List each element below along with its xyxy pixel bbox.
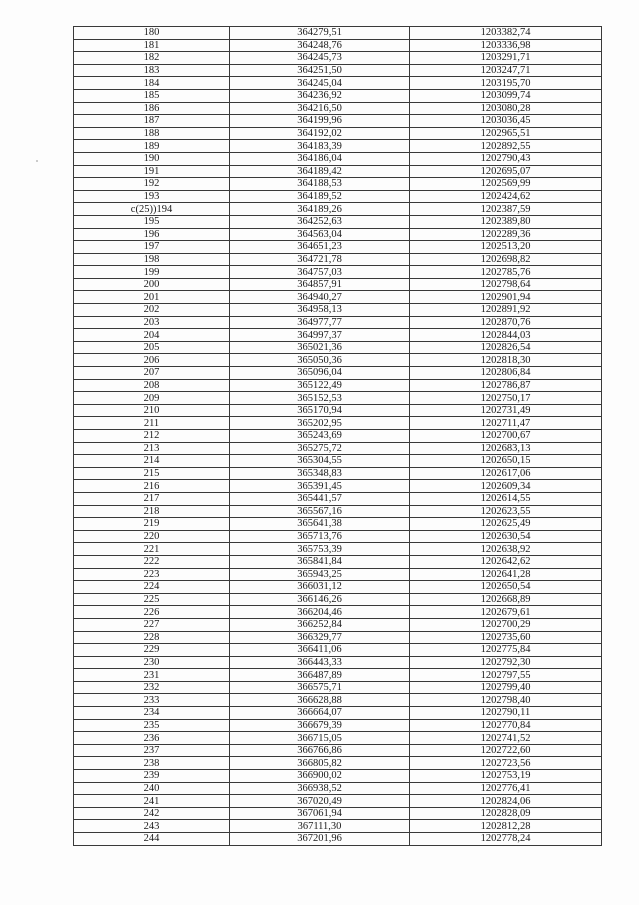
x-coordinate-cell: 364245,04 (230, 77, 410, 90)
table-row (74, 152, 602, 165)
x-coordinate-cell: 367201,96 (230, 833, 410, 846)
y-coordinate-cell: 1202965,51 (410, 127, 602, 140)
y-coordinate-cell: 1203195,70 (410, 77, 602, 90)
table-row (74, 467, 602, 480)
table-row (74, 770, 602, 783)
y-coordinate-cell: 1202609,34 (410, 480, 602, 493)
table-row (74, 606, 602, 619)
x-coordinate-cell: 365441,57 (230, 492, 410, 505)
point-number-cell: 226 (74, 606, 230, 619)
x-coordinate-cell: 366443,33 (230, 656, 410, 669)
point-number-cell: 244 (74, 833, 230, 846)
y-coordinate-cell: 1202798,64 (410, 278, 602, 291)
table-row (74, 367, 602, 380)
point-number-cell: 180 (74, 27, 230, 40)
point-number-cell: 183 (74, 64, 230, 77)
point-number-cell: 228 (74, 631, 230, 644)
table-row (74, 392, 602, 405)
table-row (74, 707, 602, 720)
y-coordinate-cell: 1202785,76 (410, 266, 602, 279)
table-row (74, 127, 602, 140)
y-coordinate-cell: 1202891,92 (410, 304, 602, 317)
y-coordinate-cell: 1202679,61 (410, 606, 602, 619)
x-coordinate-cell: 366715,05 (230, 732, 410, 745)
point-number-cell: 202 (74, 304, 230, 317)
y-coordinate-cell: 1202698,82 (410, 253, 602, 266)
table-row (74, 820, 602, 833)
x-coordinate-cell: 365713,76 (230, 530, 410, 543)
x-coordinate-cell: 364252,63 (230, 215, 410, 228)
coordinates-table-body (74, 27, 602, 846)
point-number-cell: 188 (74, 127, 230, 140)
table-row (74, 681, 602, 694)
point-number-cell: 218 (74, 505, 230, 518)
point-number-cell: 189 (74, 140, 230, 153)
y-coordinate-cell: 1202638,92 (410, 543, 602, 556)
y-coordinate-cell: 1203247,71 (410, 64, 602, 77)
x-coordinate-cell: 364940,27 (230, 291, 410, 304)
y-coordinate-cell: 1203036,45 (410, 115, 602, 128)
point-number-cell: 240 (74, 782, 230, 795)
table-row (74, 291, 602, 304)
point-number-cell: 233 (74, 694, 230, 707)
point-number-cell: 223 (74, 568, 230, 581)
point-number-cell: 214 (74, 455, 230, 468)
table-row (74, 732, 602, 745)
y-coordinate-cell: 1202741,52 (410, 732, 602, 745)
y-coordinate-cell: 1202799,40 (410, 681, 602, 694)
table-row (74, 215, 602, 228)
point-number-cell: 199 (74, 266, 230, 279)
point-number-cell: 181 (74, 39, 230, 52)
table-row (74, 178, 602, 191)
scan-speck (36, 160, 38, 162)
x-coordinate-cell: 365348,83 (230, 467, 410, 480)
point-number-cell: 193 (74, 190, 230, 203)
y-coordinate-cell: 1202650,15 (410, 455, 602, 468)
y-coordinate-cell: 1202792,30 (410, 656, 602, 669)
point-number-cell: 211 (74, 417, 230, 430)
table-row (74, 744, 602, 757)
x-coordinate-cell: 365641,38 (230, 518, 410, 531)
x-coordinate-cell: 365943,25 (230, 568, 410, 581)
table-row (74, 644, 602, 657)
x-coordinate-cell: 364189,26 (230, 203, 410, 216)
table-row (74, 304, 602, 317)
x-coordinate-cell: 365170,94 (230, 404, 410, 417)
point-number-cell: 238 (74, 757, 230, 770)
y-coordinate-cell: 1202770,84 (410, 719, 602, 732)
y-coordinate-cell: 1202641,28 (410, 568, 602, 581)
y-coordinate-cell: 1202798,40 (410, 694, 602, 707)
x-coordinate-cell: 365202,95 (230, 417, 410, 430)
table-row (74, 241, 602, 254)
table-row (74, 203, 602, 216)
point-number-cell: 196 (74, 228, 230, 241)
y-coordinate-cell: 1202775,84 (410, 644, 602, 657)
x-coordinate-cell: 365122,49 (230, 379, 410, 392)
x-coordinate-cell: 365304,55 (230, 455, 410, 468)
point-number-cell: 198 (74, 253, 230, 266)
y-coordinate-cell: 1202683,13 (410, 442, 602, 455)
x-coordinate-cell: 365275,72 (230, 442, 410, 455)
x-coordinate-cell: 366487,89 (230, 669, 410, 682)
table-row (74, 329, 602, 342)
point-number-cell: 224 (74, 581, 230, 594)
x-coordinate-cell: 364651,23 (230, 241, 410, 254)
table-row (74, 27, 602, 40)
y-coordinate-cell: 1202731,49 (410, 404, 602, 417)
x-coordinate-cell: 364757,03 (230, 266, 410, 279)
table-row (74, 694, 602, 707)
point-number-cell: 213 (74, 442, 230, 455)
y-coordinate-cell: 1202625,49 (410, 518, 602, 531)
y-coordinate-cell: 1202735,60 (410, 631, 602, 644)
coordinates-table (73, 26, 602, 846)
y-coordinate-cell: 1202650,54 (410, 581, 602, 594)
y-coordinate-cell: 1202700,67 (410, 430, 602, 443)
x-coordinate-cell: 364216,50 (230, 102, 410, 115)
point-number-cell: 225 (74, 593, 230, 606)
table-row (74, 442, 602, 455)
table-row (74, 757, 602, 770)
point-number-cell: 216 (74, 480, 230, 493)
table-row (74, 719, 602, 732)
table-row (74, 39, 602, 52)
x-coordinate-cell: 364279,51 (230, 27, 410, 40)
point-number-cell: 237 (74, 744, 230, 757)
table-row (74, 492, 602, 505)
y-coordinate-cell: 1202776,41 (410, 782, 602, 795)
table-row (74, 430, 602, 443)
point-number-cell: 239 (74, 770, 230, 783)
table-row (74, 669, 602, 682)
point-number-cell: 232 (74, 681, 230, 694)
table-row (74, 795, 602, 808)
x-coordinate-cell: 364977,77 (230, 316, 410, 329)
y-coordinate-cell: 1202513,20 (410, 241, 602, 254)
table-row (74, 102, 602, 115)
y-coordinate-cell: 1202824,06 (410, 795, 602, 808)
table-row (74, 316, 602, 329)
x-coordinate-cell: 364251,50 (230, 64, 410, 77)
y-coordinate-cell: 1202389,80 (410, 215, 602, 228)
y-coordinate-cell: 1203099,74 (410, 89, 602, 102)
point-number-cell: 192 (74, 178, 230, 191)
point-number-cell: 203 (74, 316, 230, 329)
y-coordinate-cell: 1203336,98 (410, 39, 602, 52)
point-number-cell: 207 (74, 367, 230, 380)
x-coordinate-cell: 366329,77 (230, 631, 410, 644)
point-number-cell: 184 (74, 77, 230, 90)
x-coordinate-cell: 365841,84 (230, 555, 410, 568)
y-coordinate-cell: 1202750,17 (410, 392, 602, 405)
x-coordinate-cell: 366805,82 (230, 757, 410, 770)
x-coordinate-cell: 365096,04 (230, 367, 410, 380)
y-coordinate-cell: 1202818,30 (410, 354, 602, 367)
table-row (74, 530, 602, 543)
x-coordinate-cell: 365050,36 (230, 354, 410, 367)
table-row (74, 64, 602, 77)
x-coordinate-cell: 364248,76 (230, 39, 410, 52)
point-number-cell: 217 (74, 492, 230, 505)
table-row (74, 543, 602, 556)
x-coordinate-cell: 365021,36 (230, 341, 410, 354)
y-coordinate-cell: 1202387,59 (410, 203, 602, 216)
table-row (74, 518, 602, 531)
x-coordinate-cell: 364236,92 (230, 89, 410, 102)
table-row (74, 417, 602, 430)
table-row (74, 455, 602, 468)
x-coordinate-cell: 364721,78 (230, 253, 410, 266)
point-number-cell: 204 (74, 329, 230, 342)
x-coordinate-cell: 366204,46 (230, 606, 410, 619)
y-coordinate-cell: 1202642,62 (410, 555, 602, 568)
table-row (74, 278, 602, 291)
y-coordinate-cell: 1202790,11 (410, 707, 602, 720)
point-number-cell: 227 (74, 618, 230, 631)
point-number-cell: 209 (74, 392, 230, 405)
x-coordinate-cell: 364997,37 (230, 329, 410, 342)
x-coordinate-cell: 366900,02 (230, 770, 410, 783)
point-number-cell: 191 (74, 165, 230, 178)
x-coordinate-cell: 365567,16 (230, 505, 410, 518)
point-number-cell: 182 (74, 52, 230, 65)
table-row (74, 379, 602, 392)
x-coordinate-cell: 366679,39 (230, 719, 410, 732)
table-row (74, 115, 602, 128)
point-number-cell: 197 (74, 241, 230, 254)
point-number-cell: 215 (74, 467, 230, 480)
y-coordinate-cell: 1203382,74 (410, 27, 602, 40)
point-number-cell: 186 (74, 102, 230, 115)
x-coordinate-cell: 366628,88 (230, 694, 410, 707)
x-coordinate-cell: 364245,73 (230, 52, 410, 65)
table-row (74, 190, 602, 203)
x-coordinate-cell: 364199,96 (230, 115, 410, 128)
point-number-cell: 231 (74, 669, 230, 682)
y-coordinate-cell: 1202711,47 (410, 417, 602, 430)
x-coordinate-cell: 367020,49 (230, 795, 410, 808)
x-coordinate-cell: 365243,69 (230, 430, 410, 443)
point-number-cell: 229 (74, 644, 230, 657)
x-coordinate-cell: 364857,91 (230, 278, 410, 291)
table-row (74, 581, 602, 594)
point-number-cell: 220 (74, 530, 230, 543)
point-number-cell: 235 (74, 719, 230, 732)
y-coordinate-cell: 1202289,36 (410, 228, 602, 241)
point-number-cell: 201 (74, 291, 230, 304)
point-number-cell: 205 (74, 341, 230, 354)
table-row (74, 555, 602, 568)
table-row (74, 618, 602, 631)
point-number-cell: 195 (74, 215, 230, 228)
y-coordinate-cell: 1202630,54 (410, 530, 602, 543)
table-row (74, 593, 602, 606)
x-coordinate-cell: 366575,71 (230, 681, 410, 694)
y-coordinate-cell: 1202668,89 (410, 593, 602, 606)
x-coordinate-cell: 365152,53 (230, 392, 410, 405)
point-number-cell: 236 (74, 732, 230, 745)
point-number-cell: с(25))194 (74, 203, 230, 216)
table-row (74, 782, 602, 795)
table-row (74, 52, 602, 65)
x-coordinate-cell: 366664,07 (230, 707, 410, 720)
point-number-cell: 200 (74, 278, 230, 291)
y-coordinate-cell: 1202722,60 (410, 744, 602, 757)
x-coordinate-cell: 366938,52 (230, 782, 410, 795)
point-number-cell: 243 (74, 820, 230, 833)
point-number-cell: 212 (74, 430, 230, 443)
x-coordinate-cell: 366146,26 (230, 593, 410, 606)
y-coordinate-cell: 1202695,07 (410, 165, 602, 178)
point-number-cell: 190 (74, 152, 230, 165)
y-coordinate-cell: 1202812,28 (410, 820, 602, 833)
x-coordinate-cell: 366031,12 (230, 581, 410, 594)
y-coordinate-cell: 1202892,55 (410, 140, 602, 153)
y-coordinate-cell: 1203291,71 (410, 52, 602, 65)
y-coordinate-cell: 1202623,55 (410, 505, 602, 518)
point-number-cell: 230 (74, 656, 230, 669)
table-row (74, 656, 602, 669)
y-coordinate-cell: 1202614,55 (410, 492, 602, 505)
y-coordinate-cell: 1202424,62 (410, 190, 602, 203)
point-number-cell: 242 (74, 807, 230, 820)
table-row (74, 341, 602, 354)
point-number-cell: 208 (74, 379, 230, 392)
x-coordinate-cell: 367111,30 (230, 820, 410, 833)
table-row (74, 228, 602, 241)
y-coordinate-cell: 1202901,94 (410, 291, 602, 304)
point-number-cell: 210 (74, 404, 230, 417)
y-coordinate-cell: 1202753,19 (410, 770, 602, 783)
table-row (74, 77, 602, 90)
y-coordinate-cell: 1202844,03 (410, 329, 602, 342)
table-row (74, 833, 602, 846)
y-coordinate-cell: 1202700,29 (410, 618, 602, 631)
y-coordinate-cell: 1202790,43 (410, 152, 602, 165)
x-coordinate-cell: 364188,53 (230, 178, 410, 191)
y-coordinate-cell: 1203080,28 (410, 102, 602, 115)
table-row (74, 505, 602, 518)
table-row (74, 140, 602, 153)
table-row (74, 253, 602, 266)
table-row (74, 807, 602, 820)
table-row (74, 266, 602, 279)
point-number-cell: 187 (74, 115, 230, 128)
point-number-cell: 185 (74, 89, 230, 102)
x-coordinate-cell: 364189,42 (230, 165, 410, 178)
point-number-cell: 219 (74, 518, 230, 531)
x-coordinate-cell: 365753,39 (230, 543, 410, 556)
x-coordinate-cell: 364183,39 (230, 140, 410, 153)
table-row (74, 165, 602, 178)
table-row (74, 631, 602, 644)
table-row (74, 404, 602, 417)
y-coordinate-cell: 1202806,84 (410, 367, 602, 380)
x-coordinate-cell: 365391,45 (230, 480, 410, 493)
x-coordinate-cell: 364189,52 (230, 190, 410, 203)
point-number-cell: 222 (74, 555, 230, 568)
y-coordinate-cell: 1202828,09 (410, 807, 602, 820)
x-coordinate-cell: 366252,84 (230, 618, 410, 631)
y-coordinate-cell: 1202786,87 (410, 379, 602, 392)
y-coordinate-cell: 1202778,24 (410, 833, 602, 846)
table-row (74, 480, 602, 493)
y-coordinate-cell: 1202797,55 (410, 669, 602, 682)
x-coordinate-cell: 364192,02 (230, 127, 410, 140)
x-coordinate-cell: 364958,13 (230, 304, 410, 317)
point-number-cell: 206 (74, 354, 230, 367)
table-row (74, 568, 602, 581)
x-coordinate-cell: 367061,94 (230, 807, 410, 820)
y-coordinate-cell: 1202870,76 (410, 316, 602, 329)
table-row (74, 354, 602, 367)
point-number-cell: 241 (74, 795, 230, 808)
y-coordinate-cell: 1202569,99 (410, 178, 602, 191)
y-coordinate-cell: 1202826,54 (410, 341, 602, 354)
point-number-cell: 221 (74, 543, 230, 556)
y-coordinate-cell: 1202723,56 (410, 757, 602, 770)
x-coordinate-cell: 366766,86 (230, 744, 410, 757)
table-row (74, 89, 602, 102)
point-number-cell: 234 (74, 707, 230, 720)
y-coordinate-cell: 1202617,06 (410, 467, 602, 480)
x-coordinate-cell: 364563,04 (230, 228, 410, 241)
x-coordinate-cell: 364186,04 (230, 152, 410, 165)
x-coordinate-cell: 366411,06 (230, 644, 410, 657)
